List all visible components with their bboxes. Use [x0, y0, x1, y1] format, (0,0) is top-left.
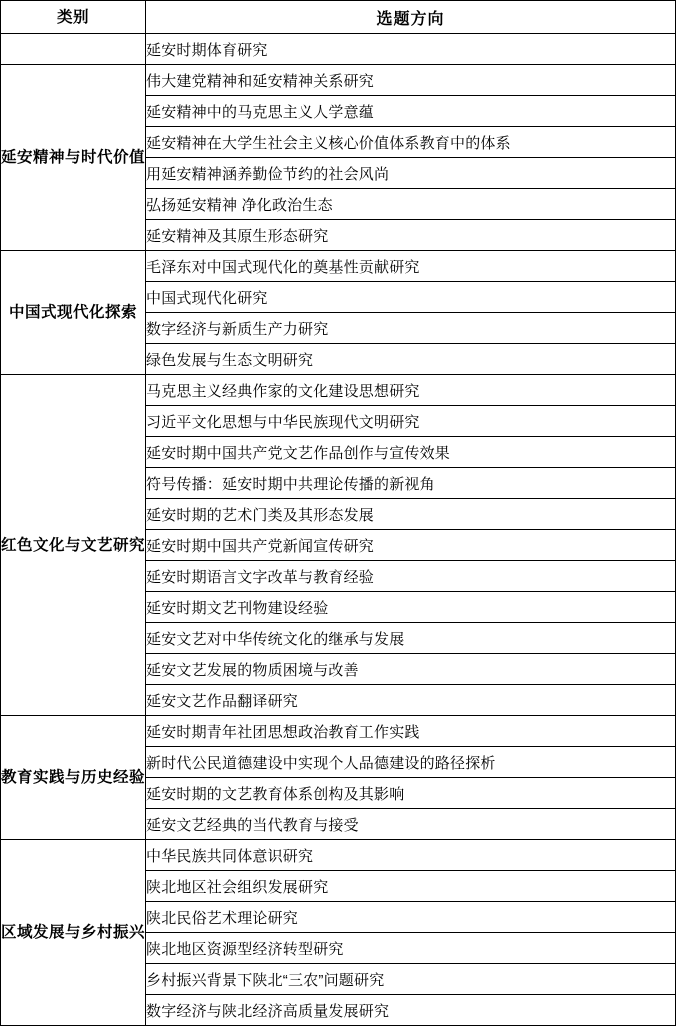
topic-cell: 习近平文化思想与中华民族现代文明研究 [146, 406, 676, 437]
column-header-category: 类别 [1, 1, 146, 34]
topic-cell: 伟大建党精神和延安精神关系研究 [146, 65, 676, 96]
topic-cell: 延安时期中国共产党文艺作品创作与宣传效果 [146, 437, 676, 468]
table-header [1, 1, 676, 34]
topic-cell: 乡村振兴背景下陕北“三农”问题研究 [146, 964, 676, 995]
topic-cell: 延安精神及其原生形态研究 [146, 220, 676, 251]
topic-cell: 用延安精神涵养勤俭节约的社会风尚 [146, 158, 676, 189]
category-cell: 红色文化与文艺研究 [1, 375, 146, 716]
topic-cell: 马克思主义经典作家的文化建设思想研究 [146, 375, 676, 406]
topic-cell: 弘扬延安精神 净化政治生态 [146, 189, 676, 220]
category-cell: 教育实践与历史经验 [1, 716, 146, 840]
topic-cell: 延安文艺作品翻译研究 [146, 685, 676, 716]
category-cell [1, 34, 146, 65]
topic-cell: 延安时期的艺术门类及其形态发展 [146, 499, 676, 530]
topic-cell: 毛泽东对中国式现代化的奠基性贡献研究 [146, 251, 676, 282]
topic-cell: 延安时期中国共产党新闻宣传研究 [146, 530, 676, 561]
topic-cell: 延安时期语言文字改革与教育经验 [146, 561, 676, 592]
topic-cell: 中华民族共同体意识研究 [146, 840, 676, 871]
topic-cell: 延安文艺对中华传统文化的继承与发展 [146, 623, 676, 654]
table-row [1, 716, 676, 747]
topic-cell: 新时代公民道德建设中实现个人品德建设的路径探析 [146, 747, 676, 778]
topic-cell: 延安时期的文艺教育体系创构及其影响 [146, 778, 676, 809]
category-cell: 延安精神与时代价值 [1, 65, 146, 251]
topic-cell: 延安时期体育研究 [146, 34, 676, 65]
table-body [1, 34, 676, 1026]
topic-cell: 中国式现代化研究 [146, 282, 676, 313]
topic-cell: 陕北地区社会组织发展研究 [146, 871, 676, 902]
column-header-topic: 选题方向 [146, 1, 676, 34]
topic-cell: 绿色发展与生态文明研究 [146, 344, 676, 375]
table-row [1, 65, 676, 96]
topic-cell: 数字经济与陕北经济高质量发展研究 [146, 995, 676, 1026]
topic-cell: 陕北民俗艺术理论研究 [146, 902, 676, 933]
category-cell: 区域发展与乡村振兴 [1, 840, 146, 1026]
topic-cell: 数字经济与新质生产力研究 [146, 313, 676, 344]
topic-cell: 延安时期文艺刊物建设经验 [146, 592, 676, 623]
table-row [1, 34, 676, 65]
table-header-row [1, 1, 676, 34]
topic-cell: 陕北地区资源型经济转型研究 [146, 933, 676, 964]
category-cell: 中国式现代化探索 [1, 251, 146, 375]
table-row [1, 251, 676, 282]
topic-cell: 延安精神在大学生社会主义核心价值体系教育中的体系 [146, 127, 676, 158]
topic-cell: 延安文艺经典的当代教育与接受 [146, 809, 676, 840]
topic-cell: 符号传播：延安时期中共理论传播的新视角 [146, 468, 676, 499]
topic-cell: 延安时期青年社团思想政治教育工作实践 [146, 716, 676, 747]
table-row [1, 840, 676, 871]
topic-cell: 延安精神中的马克思主义人学意蕴 [146, 96, 676, 127]
topic-cell: 延安文艺发展的物质困境与改善 [146, 654, 676, 685]
table-row [1, 375, 676, 406]
